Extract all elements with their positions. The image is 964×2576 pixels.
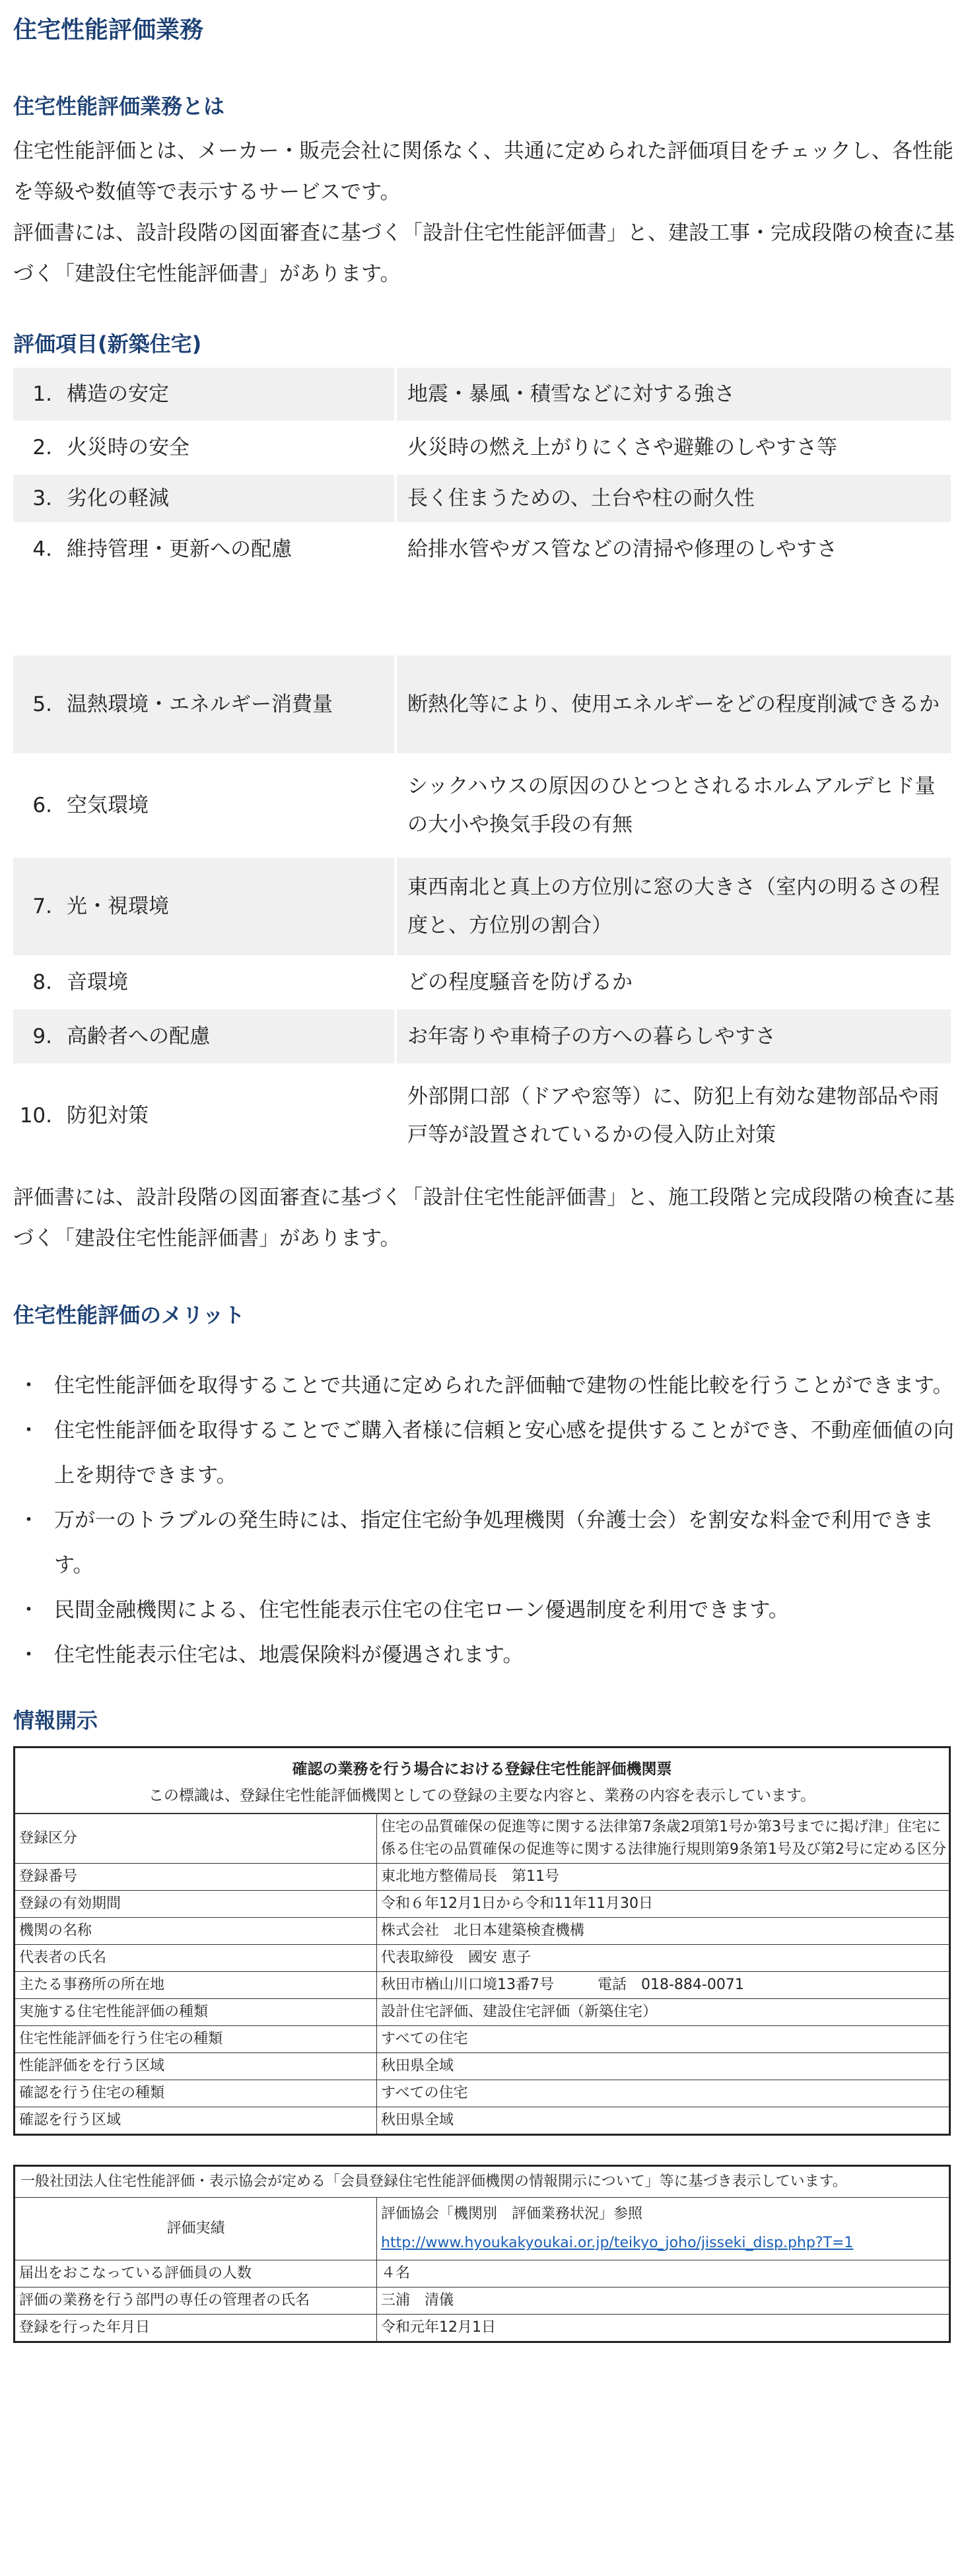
- list-item: [13, 1633, 964, 1678]
- row-label: 主たる事務所の所在地: [15, 1972, 377, 1999]
- row-value: 秋田県全域: [377, 2053, 951, 2080]
- row-value: ４名: [377, 2260, 951, 2288]
- page: [13, 0, 964, 2343]
- item-name: 音環境: [67, 970, 128, 994]
- item-desc: 断熱化等により、使用エネルギーをどの程度削減できるか: [394, 656, 951, 753]
- table-row: [15, 2288, 950, 2315]
- row-value: 代表取締役 國安 恵子: [377, 1945, 951, 1972]
- about-heading: 住宅性能評価業務とは: [13, 94, 225, 119]
- item-desc: お年寄りや車椅子の方への暮らしやすさ: [394, 1009, 951, 1064]
- table-row: [13, 757, 951, 854]
- item-name: 光・視環境: [67, 858, 394, 955]
- table-row: [13, 959, 951, 1006]
- jisseki-link[interactable]: http://www.hyoukakyoukai.or.jp/teikyo_joho/jisseki_disp.php?T=1: [381, 2235, 854, 2251]
- row-label: 性能評価をを行う区域: [15, 2053, 377, 2080]
- item-number: 7.: [13, 858, 67, 955]
- disclosure-table: [15, 2198, 950, 2341]
- row-label: 登録の有効期間: [15, 1891, 377, 1918]
- merits-section: [13, 1299, 964, 1678]
- jisseki-label: 評価実績: [15, 2198, 377, 2260]
- row-value: すべての住宅: [377, 2080, 951, 2107]
- item-number: 9.: [13, 1009, 67, 1064]
- list-item: [13, 1498, 964, 1588]
- registration-title: 確認の業務を行う場合における登録住宅性能評価機関票: [292, 1761, 672, 1778]
- item-number: 10.: [19, 1104, 52, 1128]
- jisseki-text: 評価協会「機関別 評価業務状況」参照: [381, 2206, 643, 2222]
- item-desc: 給排水管やガス管などの清掃や修理のしやすさ: [394, 525, 951, 573]
- item-name: 防犯対策: [67, 1104, 149, 1128]
- disclosure-heading: 情報開示: [13, 1708, 98, 1733]
- table-row: [13, 525, 951, 573]
- row-value: 住宅の品質確保の促進等に関する法律第7条歳2項第1号か第3号までに掲げ津」住宅に係る住宅の品質確保の促進等に関する法律施行規則第9条第1号及び第2号に定める区分: [377, 1814, 951, 1864]
- item-number: 6.: [32, 794, 52, 817]
- row-value: 設計住宅評価、建設住宅評価（新築住宅）: [377, 1999, 951, 2026]
- table-row: [15, 2053, 950, 2080]
- item-desc: 地震・暴風・積雪などに対する強さ: [394, 368, 951, 421]
- item-desc: 長く住まうための、土台や柱の耐久性: [394, 475, 951, 522]
- item-name: 劣化の軽減: [67, 475, 394, 522]
- item-number: 1.: [13, 368, 67, 421]
- registration-subtitle: この標識は、登録住宅性能評価機関としての登録の主要な内容と、業務の内容を表示しています。: [148, 1787, 816, 1804]
- row-value: 令和元年12月1日: [377, 2315, 951, 2342]
- items-section: [13, 327, 964, 1259]
- item-name: 空気環境: [67, 794, 149, 817]
- item-number: 5.: [13, 656, 67, 753]
- item-number: 8.: [32, 970, 52, 994]
- registration-box: [13, 1746, 951, 2136]
- item-desc: どの程度騒音を防げるか: [394, 959, 951, 1006]
- merits-heading: 住宅性能評価のメリット: [13, 1303, 245, 1328]
- item-number: 3.: [13, 475, 67, 522]
- item-name: 構造の安定: [67, 368, 394, 421]
- table-row: [15, 2198, 950, 2260]
- item-name: 高齢者への配慮: [67, 1009, 394, 1064]
- list-item: [13, 1363, 964, 1408]
- item-name: 火災時の安全: [67, 436, 189, 459]
- table-row: [13, 656, 951, 753]
- row-label: 機関の名称: [15, 1918, 377, 1945]
- merit-text: 住宅性能表示住宅は、地震保険料が優遇されます。: [54, 1643, 524, 1667]
- row-label: 登録区分: [15, 1814, 377, 1864]
- row-value: 東北地方整備局長 第11号: [377, 1864, 951, 1891]
- row-label: 届出をおこなっている評価員の人数: [15, 2260, 377, 2288]
- table-row: [15, 1945, 950, 1972]
- table-row: [15, 2080, 950, 2107]
- item-desc: シックハウスの原因のひとつとされるホルムアルデヒド量の大小や換気手段の有無: [394, 757, 951, 854]
- table-spacer: [13, 576, 951, 652]
- bullet: ・: [18, 1508, 39, 1532]
- list-item: [13, 1588, 964, 1633]
- items-heading: 評価項目(新築住宅): [13, 331, 202, 356]
- list-item: [13, 1408, 964, 1498]
- page-title: 住宅性能評価業務: [13, 17, 204, 44]
- table-row: [15, 1918, 950, 1945]
- item-name: 温熱環境・エネルギー消費量: [67, 656, 394, 753]
- row-label: 確認を行う住宅の種類: [15, 2080, 377, 2107]
- merit-text: 万が一のトラブルの発生時には、指定住宅紛争処理機関（弁護士会）を割安な料金で利用できます。: [54, 1508, 934, 1577]
- row-value: すべての住宅: [377, 2026, 951, 2053]
- table-row: [13, 858, 951, 955]
- items-table: [13, 364, 951, 1168]
- table-row: [13, 1009, 951, 1064]
- row-label: 住宅性能評価を行う住宅の種類: [15, 2026, 377, 2053]
- disclosure-box: [13, 2165, 951, 2343]
- row-value: 秋田県全域: [377, 2107, 951, 2134]
- table-row: [13, 475, 951, 522]
- jisseki-cell: [377, 2198, 951, 2260]
- merit-text: 住宅性能評価を取得することで共通に定められた評価軸で建物の性能比較を行うことができます。: [54, 1374, 953, 1398]
- row-value: 三浦 清儀: [377, 2288, 951, 2315]
- merits-list: [13, 1363, 964, 1678]
- row-value: 令和６年12月1日から令和11年11月30日: [377, 1891, 951, 1918]
- merit-text: 民間金融機関による、住宅性能表示住宅の住宅ローン優遇制度を利用できます。: [54, 1598, 789, 1622]
- bullet: ・: [18, 1419, 39, 1442]
- about-section: [13, 90, 964, 294]
- about-paragraph-2: 評価書には、設計段階の図面審査に基づく「設計住宅性能評価書」と、建設工事・完成段階の検査に基づく「建設住宅性能評価書」があります。: [13, 221, 955, 286]
- table-row: [15, 1999, 950, 2026]
- jisseki-link-wrap: [381, 2229, 946, 2258]
- item-number: 4.: [32, 537, 52, 561]
- table-row: [15, 2315, 950, 2342]
- item-name: 維持管理・更新への配慮: [67, 537, 292, 561]
- about-paragraph-1: 住宅性能評価とは、メーカー・販売会社に関係なく、共通に定められた評価項目をチェックし、各性能を等級や数値等で表示するサービスです。: [13, 139, 953, 204]
- table-row: [15, 1972, 950, 1999]
- table-row: [15, 1891, 950, 1918]
- bullet: ・: [18, 1598, 39, 1622]
- merit-text: 住宅性能評価を取得することでご購入者様に信頼と安心感を提供することができ、不動産価値の向上を期待できます。: [54, 1419, 954, 1487]
- row-label: 登録番号: [15, 1864, 377, 1891]
- table-row: [15, 1814, 950, 1864]
- item-number: 2.: [32, 436, 52, 459]
- row-value: 株式会社 北日本建築検査機構: [377, 1918, 951, 1945]
- table-row: [15, 2026, 950, 2053]
- table-row: [15, 2260, 950, 2288]
- items-after-paragraph: 評価書には、設計段階の図面審査に基づく「設計住宅性能評価書」と、施工段階と完成段階の検査に基づく「建設住宅性能評価書」があります。: [13, 1186, 955, 1250]
- registration-box-header: [15, 1748, 949, 1813]
- bullet: ・: [18, 1374, 39, 1398]
- table-row: [13, 1067, 951, 1165]
- bullet: ・: [18, 1643, 39, 1667]
- row-label: 登録を行った年月日: [15, 2315, 377, 2342]
- table-row: [13, 424, 951, 471]
- item-desc: 東西南北と真上の方位別に窓の大きさ（室内の明るさの程度と、方位別の割合）: [394, 858, 951, 955]
- disclosure-section: [13, 1704, 964, 2343]
- row-value: 秋田市楢山川口境13番7号 電話 018-884-0071: [377, 1972, 951, 1999]
- row-label: 代表者の氏名: [15, 1945, 377, 1972]
- table-row: [13, 368, 951, 421]
- disclosure-note: 一般社団法人住宅性能評価・表示協会が定める「会員登録住宅性能評価機関の情報開示について」等に基づき表示しています。: [15, 2167, 949, 2198]
- table-row: [15, 2107, 950, 2134]
- registration-table: [15, 1813, 950, 2134]
- row-label: 実施する住宅性能評価の種類: [15, 1999, 377, 2026]
- row-label: 評価の業務を行う部門の専任の管理者の氏名: [15, 2288, 377, 2315]
- row-label: 確認を行う区域: [15, 2107, 377, 2134]
- item-desc: 火災時の燃え上がりにくさや避難のしやすさ等: [394, 424, 951, 471]
- table-row: [15, 1864, 950, 1891]
- item-desc: 外部開口部（ドアや窓等）に、防犯上有効な建物部品や雨戸等が設置されているかの侵入防止対策: [394, 1067, 951, 1165]
